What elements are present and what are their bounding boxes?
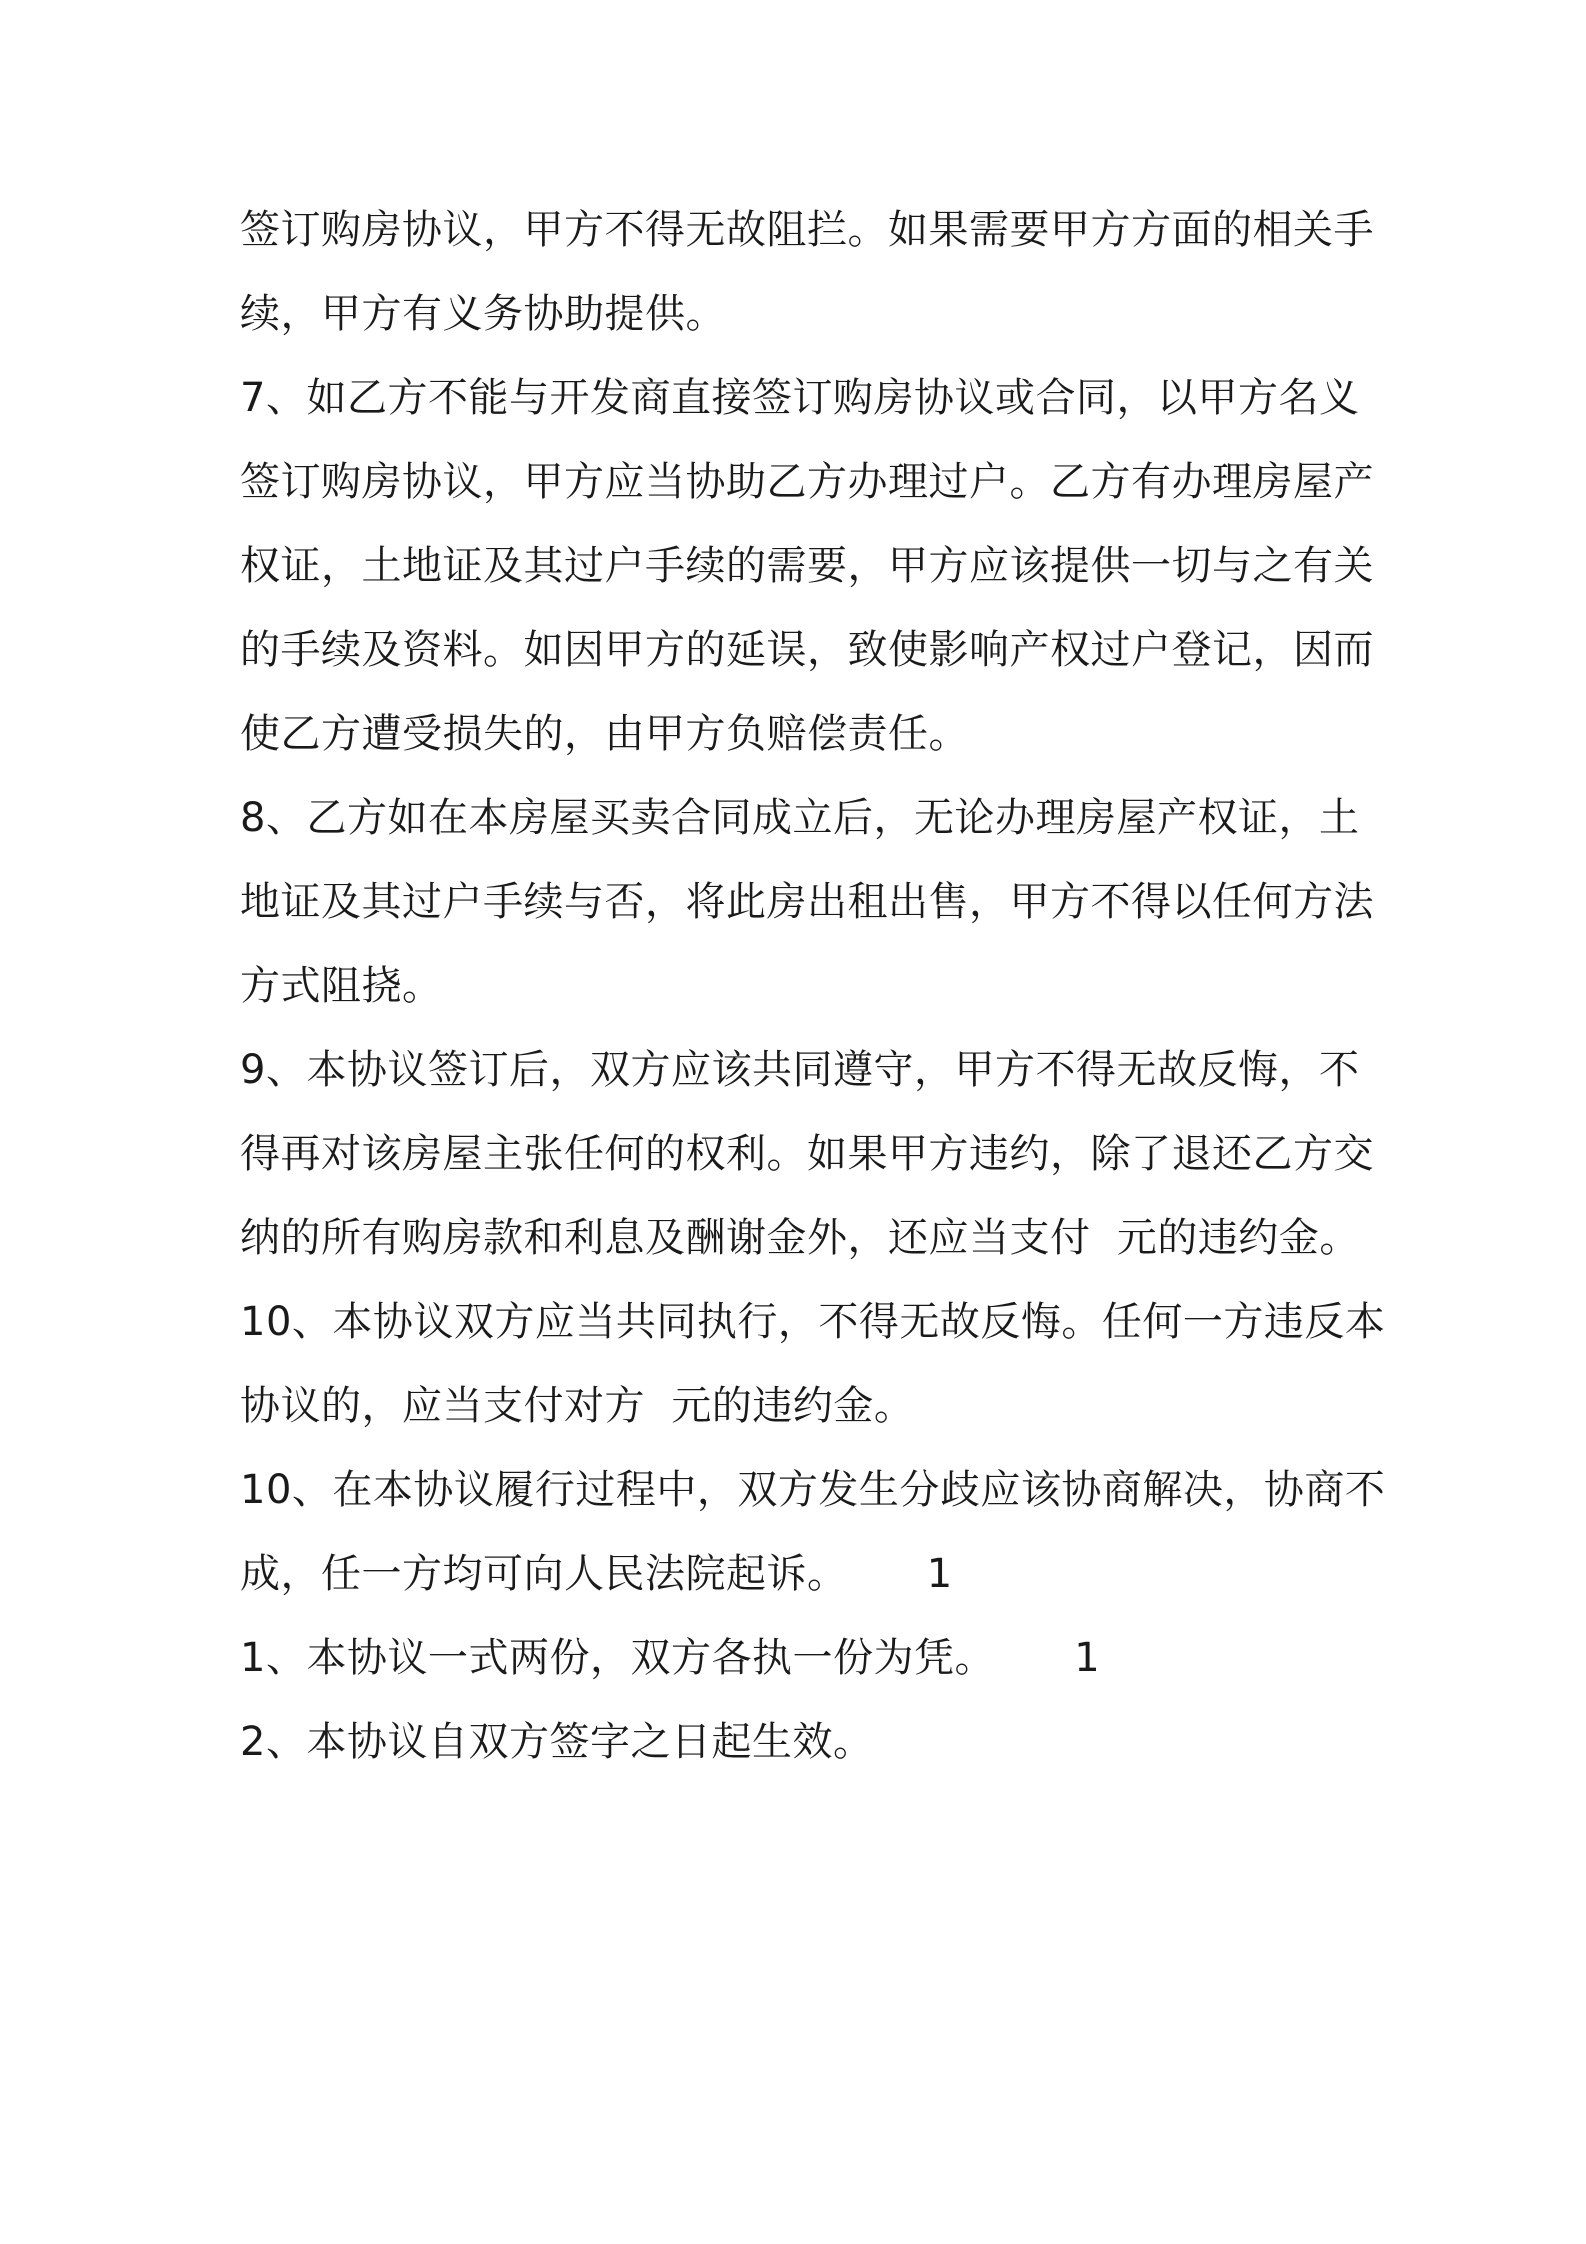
text-line: 的手续及资料。如因甲方的延误，致使影响产权过户登记，因而: [240, 627, 1374, 673]
document-body: [240, 188, 1386, 1784]
text-line: 权证，土地证及其过户手续的需要，甲方应该提供一切与之有关: [240, 543, 1374, 589]
clause-8: 8、乙方如在本房屋买卖合同成立后，无论办理房屋产权证，土: [240, 795, 1360, 841]
clause-9: 9、本协议签订后，双方应该共同遵守，甲方不得无故反悔，不: [240, 1047, 1360, 1093]
text-line: 成，任一方均可向人民法院起诉。 1: [240, 1551, 953, 1597]
text-line: 签订购房协议，甲方应当协助乙方办理过户。乙方有办理房屋产: [240, 459, 1374, 505]
text-line: 地证及其过户手续与否，将此房出租出售，甲方不得以任何方法: [240, 879, 1374, 925]
text-line: 纳的所有购房款和利息及酬谢金外，还应当支付 元的违约金。: [240, 1215, 1360, 1261]
clause-10-b: 10、在本协议履行过程中，双方发生分歧应该协商解决，协商不: [240, 1467, 1386, 1513]
text-line: 协议的，应当支付对方 元的违约金。: [240, 1383, 915, 1429]
text-line: 续，甲方有义务协助提供。: [240, 291, 726, 337]
text-line: 签订购房协议，甲方不得无故阻拦。如果需要甲方方面的相关手: [240, 207, 1374, 253]
text-line: 得再对该房屋主张任何的权利。如果甲方违约，除了退还乙方交: [240, 1131, 1374, 1177]
text-line: 使乙方遭受损失的，由甲方负赔偿责任。: [240, 711, 969, 757]
clause-1: 1、本协议一式两份，双方各执一份为凭。 1: [240, 1635, 1101, 1681]
clause-10-a: 10、本协议双方应当共同执行，不得无故反悔。任何一方违反本: [240, 1299, 1386, 1345]
clause-7: 7、如乙方不能与开发商直接签订购房协议或合同，以甲方名义: [240, 375, 1360, 421]
text-line: 方式阻挠。: [240, 963, 443, 1009]
clause-2: 2、本协议自双方签字之日起生效。: [240, 1719, 874, 1765]
